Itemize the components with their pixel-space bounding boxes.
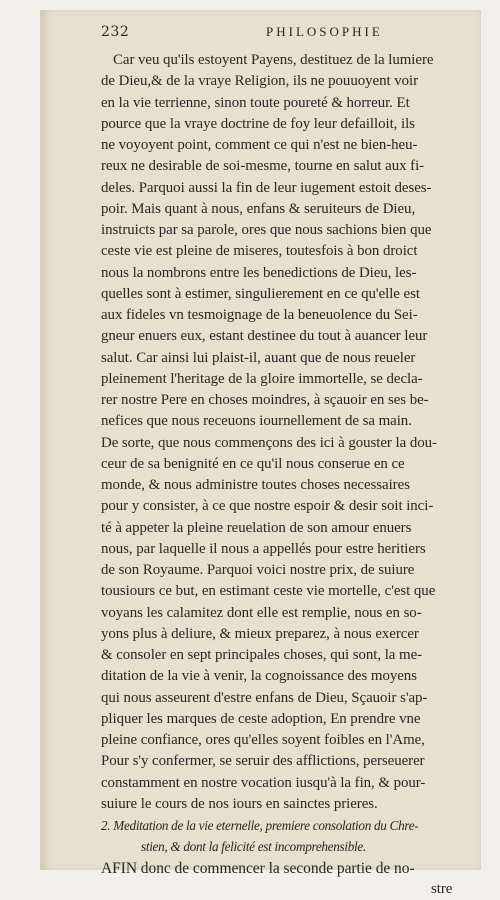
text-line: & consoler en sept principales choses, qui sont, la me- <box>101 647 423 663</box>
text-line: de Dieu,& de la vraye Religion, ils ne pouuoyent voir <box>101 73 419 90</box>
text-line: de son Royaume. Parquoi voici nostre prix, de suiure <box>101 562 415 578</box>
text-line: instruicts par sa parole, ores que nous sachions bien que <box>101 222 432 238</box>
book-page <box>40 10 481 897</box>
text-line: Car veu qu'ils estoyent Payens, destituez de la lumiere <box>113 52 434 68</box>
text-line: pleinement l'heritage de la gloire immortelle, se decla- <box>101 370 423 387</box>
text-line: voyans les calamitez dont elle est remplie, nous en so- <box>101 604 422 621</box>
page-number: 232 <box>101 24 130 40</box>
text-line: constamment en nostre vocation iusqu'à la fin, & pour- <box>101 774 426 791</box>
text-line: yons plus à deliure, & mieux preparez, à nous exercer <box>101 625 419 642</box>
text-line: reux ne desirable de soi-mesme, tourne en salut aux fi- <box>101 158 425 175</box>
text-line: nous la nombrons entre les benedictions de Dieu, les- <box>101 264 417 281</box>
text-line: quelles sont à estimer, singulierement en ce qu'elle est <box>101 285 420 302</box>
text-line: gneur enuers eux, estant destinee du tout à auancer leur <box>101 328 428 345</box>
text-line: salut. Car ainsi lui plaist-il, auant que de nous reueler <box>101 349 416 366</box>
text-line: De sorte, que nous commençons des ici à gouster la dou- <box>101 434 437 451</box>
text-line: poir. Mais quant à nous, enfans & seruiteurs de Dieu, <box>101 200 416 217</box>
text-line: AFIN donc de commencer la seconde partie de no- <box>101 859 415 877</box>
section-note: stien, & dont la felicité est incomprehensible. <box>141 839 366 855</box>
text-line: ceur de sa benignité en ce qu'il nous conserue en ce <box>101 455 405 472</box>
text-line: nefices que nous receuons iournellement de sa main. <box>101 413 412 430</box>
running-head: PHILOSOPHIE <box>266 24 383 39</box>
section-note: 2. Meditation de la vie eternelle, premiere consolation du Chre- <box>101 818 419 833</box>
text-line: ne voyoyent point, comment ce qui n'est ne bien-heu- <box>101 137 418 153</box>
text-line: té à appeter la pleine reuelation de son amour enuers <box>101 519 412 536</box>
text-line: rer nostre Pere en choses moindres, à sçauoir en ses be- <box>101 392 429 408</box>
page-header <box>101 24 500 44</box>
text-line: en la vie terrienne, sinon toute poureté & horreur. Et <box>101 94 410 111</box>
text-line: qui nous asseurent d'estre enfans de Dieu, Sçauoir s'ap- <box>101 689 428 706</box>
text-line: nous, par laquelle il nous a appellés pour estre heritiers <box>101 540 426 557</box>
text-line: pliquer les marques de ceste adoption, En prendre vne <box>101 710 421 727</box>
text-line: suiure le cours de nos iours en sainctes prieres. <box>101 795 378 812</box>
text-line: Pour s'y confermer, se seruir des afflictions, perseuerer <box>101 753 425 770</box>
body-text <box>101 50 500 900</box>
text-line: aux fideles vn tesmoignage de la beneuolence du Sei- <box>101 307 418 323</box>
text-line: pource que la vraye doctrine de foy leur defailloit, ils <box>101 115 415 132</box>
text-line: deles. Parquoi aussi la fin de leur iugement estoit deses- <box>101 179 432 196</box>
text-line: tousiours ce but, en estimant ceste vie mortelle, c'est que <box>101 583 436 600</box>
text-line: pleine confiance, ores qu'elles soyent foibles en l'Ame, <box>101 732 425 748</box>
text-line: pour y consister, à ce que nostre espoir & desir soit inci- <box>101 498 434 515</box>
text-line: ditation de la vie à venir, la cognoissance des moyens <box>101 668 417 685</box>
text-line: ceste vie est pleine de miseres, toutesfois à bon droict <box>101 243 418 260</box>
text-line: monde, & nous administre toutes choses necessaires <box>101 477 410 493</box>
catchword: stre <box>431 880 453 897</box>
